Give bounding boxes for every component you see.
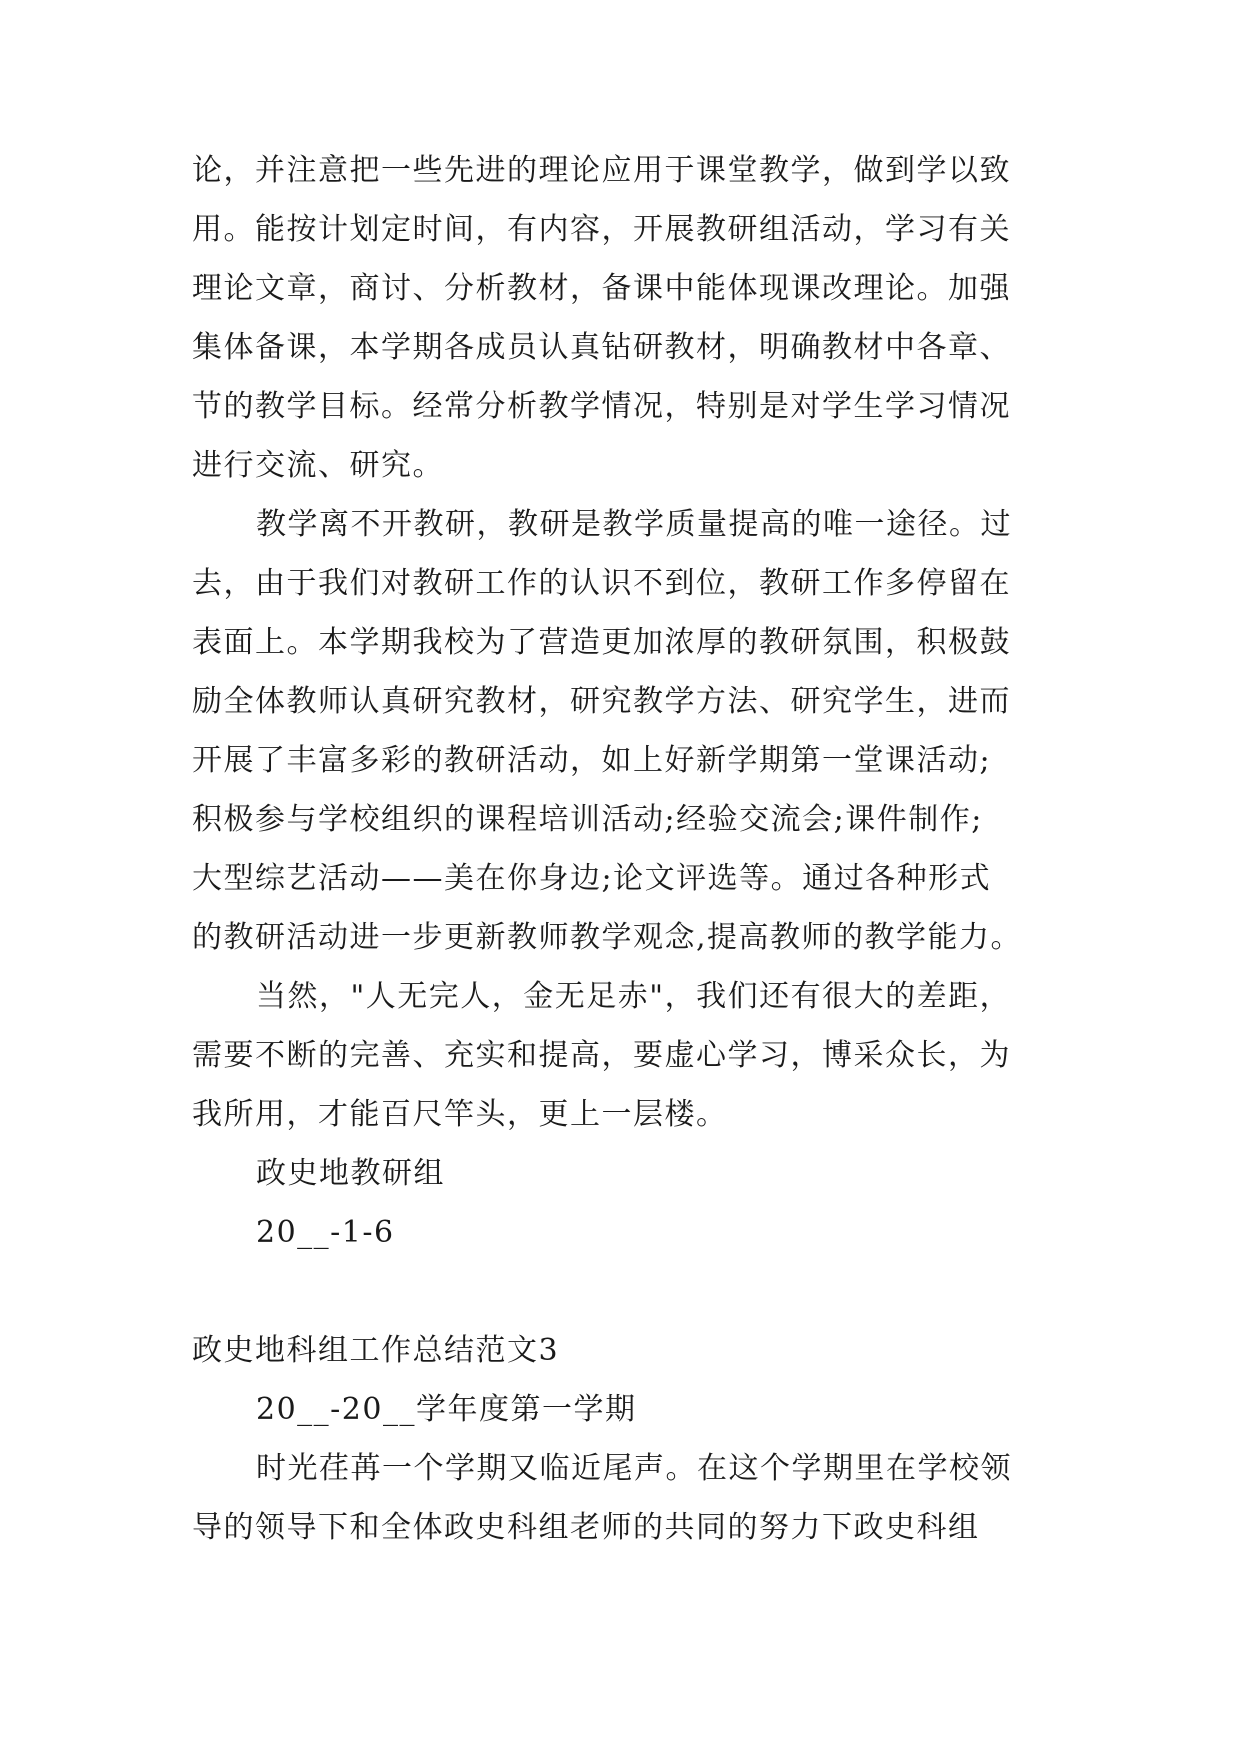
paragraph-4-line-2: 导的领导下和全体政史科组老师的共同的努力下政史科组	[192, 1510, 980, 1545]
paragraph-2-line-4: 励全体教师认真研究教材，研究教学方法、研究学生，进而	[192, 684, 1011, 719]
school-year-subtitle: 20__-20__学年度第一学期	[256, 1392, 637, 1427]
paragraph-1-line-3: 理论文章，商讨、分析教材，备课中能体现课改理论。加强	[192, 271, 1011, 306]
paragraph-3-line-3: 我所用，才能百尺竿头，更上一层楼。	[192, 1097, 728, 1132]
paragraph-2-line-7: 大型综艺活动——美在你身边;论文评选等。通过各种形式	[192, 861, 992, 896]
paragraph-1-line-1: 论，并注意把一些先进的理论应用于课堂教学，做到学以致	[192, 153, 1011, 188]
paragraph-2-line-8: 的教研活动进一步更新教师教学观念,提高教师的教学能力。	[192, 920, 1023, 955]
paragraph-2-line-3: 表面上。本学期我校为了营造更加浓厚的教研氛围，积极鼓	[192, 625, 1011, 660]
paragraph-4-line-1: 时光荏苒一个学期又临近尾声。在这个学期里在学校领	[256, 1451, 1012, 1486]
paragraph-2-line-6: 积极参与学校组织的课程培训活动;经验交流会;课件制作;	[192, 802, 983, 837]
paragraph-3-line-2: 需要不断的完善、充实和提高，要虚心学习，博采众长，为	[192, 1038, 1011, 1073]
paragraph-1-line-4: 集体备课，本学期各成员认真钻研教材，明确教材中各章、	[192, 330, 1011, 365]
paragraph-3-line-1: 当然，"人无完人，金无足赤"，我们还有很大的差距，	[256, 979, 1012, 1014]
signature-group: 政史地教研组	[256, 1156, 445, 1191]
paragraph-2-line-1: 教学离不开教研，教研是教学质量提高的唯一途径。过	[256, 507, 1012, 542]
signature-date: 20__-1-6	[256, 1215, 395, 1250]
section-heading: 政史地科组工作总结范文3	[192, 1333, 560, 1368]
paragraph-1-line-5: 节的教学目标。经常分析教学情况，特别是对学生学习情况	[192, 389, 1011, 424]
paragraph-2-line-2: 去，由于我们对教研工作的认识不到位，教研工作多停留在	[192, 566, 1011, 601]
paragraph-1-line-6: 进行交流、研究。	[192, 448, 444, 483]
paragraph-2-line-5: 开展了丰富多彩的教研活动，如上好新学期第一堂课活动;	[192, 743, 992, 778]
paragraph-1-line-2: 用。能按计划定时间，有内容，开展教研组活动，学习有关	[192, 212, 1011, 247]
